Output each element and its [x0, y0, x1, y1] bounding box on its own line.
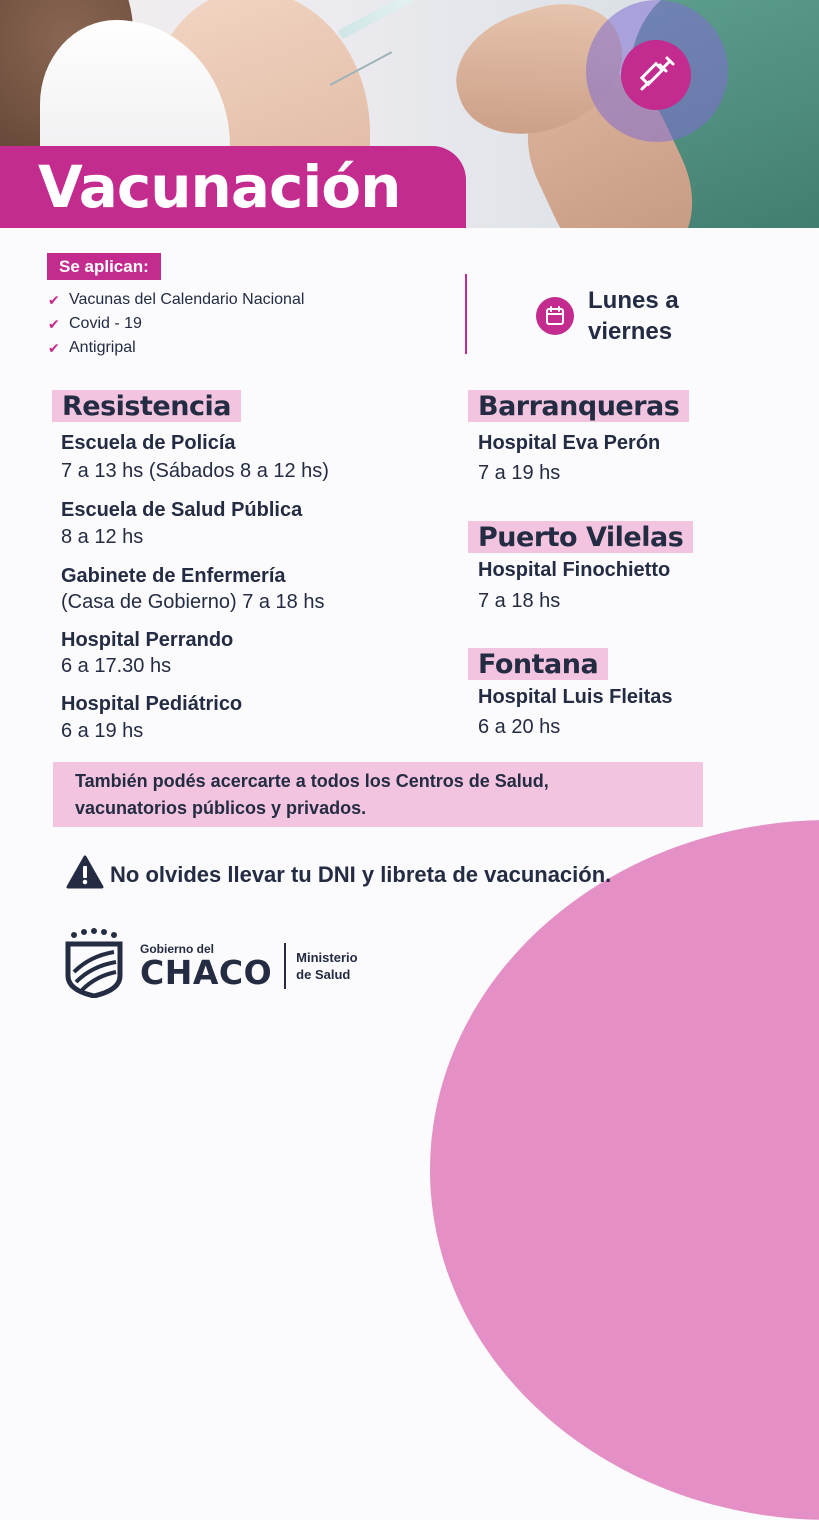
city-puerto-vilelas: Puerto Vilelas [468, 521, 693, 553]
schedule-text: Lunes a viernes [588, 287, 679, 345]
warning-icon [66, 855, 104, 894]
apply-label: Se aplican: [47, 253, 161, 280]
title-banner [0, 146, 466, 228]
place-name: Gabinete de Enfermería [61, 565, 286, 587]
place-name: Hospital Finochietto [478, 559, 671, 581]
check-icon: ✔ [48, 291, 60, 308]
place-name: Escuela de Salud Pública [61, 499, 303, 521]
schedule-days [536, 285, 728, 347]
gov-name: Gobierno del CHACO [140, 941, 273, 992]
place-name: Hospital Pediátrico [61, 693, 243, 715]
city-barranqueras: Barranqueras [468, 390, 689, 422]
logo-divider [284, 943, 286, 989]
place-hours: 6 a 20 hs [478, 716, 561, 738]
city-fontana: Fontana [468, 648, 608, 680]
list-item: ✔ Vacunas del Calendario Nacional [48, 291, 305, 308]
warning-message [66, 855, 611, 894]
list-item: ✔ Antigripal [48, 339, 136, 356]
page-title: Vacunación [38, 153, 401, 221]
place-name: Hospital Luis Fleitas [478, 686, 673, 708]
ministry-name: Ministerio de Salud [296, 949, 358, 982]
place-hours: 6 a 19 hs [61, 720, 144, 742]
place-hours: (Casa de Gobierno) 7 a 18 hs [61, 591, 325, 613]
chaco-logo-icon [62, 928, 126, 1003]
divider [465, 274, 467, 354]
info-note: También podés acercarte a todos los Centros de Salud, vacunatorios públicos y privados. [53, 762, 703, 827]
vaccine-list [48, 288, 304, 360]
gobierno-chaco-logo [62, 928, 358, 1003]
place-hours: 7 a 19 hs [478, 462, 561, 484]
calendar-icon [536, 297, 574, 335]
place-hours: 7 a 13 hs (Sábados 8 a 12 hs) [61, 460, 329, 482]
place-hours: 7 a 18 hs [478, 590, 561, 612]
list-item: ✔ Covid - 19 [48, 315, 142, 332]
place-name: Escuela de Policía [61, 432, 236, 454]
syringe-icon [621, 40, 691, 110]
decorative-pink-shape [430, 820, 819, 1520]
warning-text: No olvides llevar tu DNI y libreta de vacunación. [110, 861, 612, 887]
check-icon: ✔ [48, 339, 60, 356]
place-name: Hospital Perrando [61, 629, 234, 651]
city-resistencia: Resistencia [52, 390, 241, 422]
check-icon: ✔ [48, 315, 60, 332]
place-hours: 8 a 12 hs [61, 526, 144, 548]
place-name: Hospital Eva Perón [478, 432, 661, 454]
place-hours: 6 a 17.30 hs [61, 655, 172, 677]
